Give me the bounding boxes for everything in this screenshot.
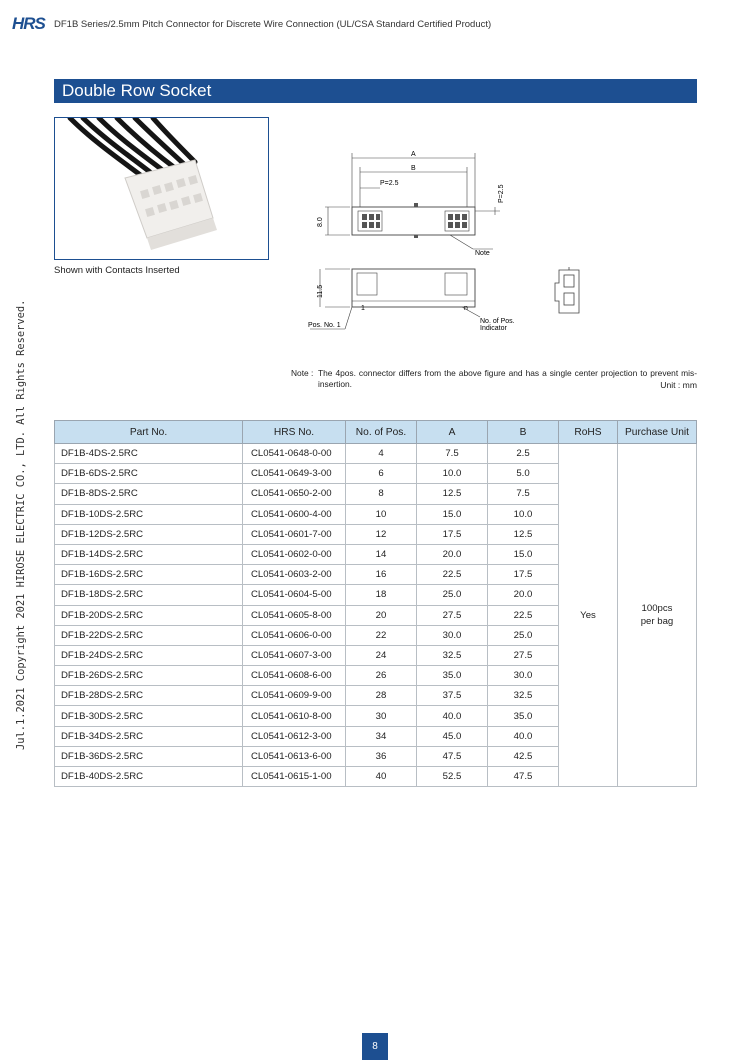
cell-a: 32.5 bbox=[417, 645, 488, 665]
page-number: 8 bbox=[362, 1033, 388, 1060]
cell-part-no: DF1B-18DS-2.5RC bbox=[55, 585, 243, 605]
cell-num-pos: 36 bbox=[346, 746, 417, 766]
cell-purchase-unit bbox=[618, 444, 697, 787]
cell-num-pos: 20 bbox=[346, 605, 417, 625]
cell-b: 20.0 bbox=[488, 585, 559, 605]
pitch-side-label: P=2.5 bbox=[498, 184, 505, 203]
cell-b: 7.5 bbox=[488, 484, 559, 504]
cell-part-no: DF1B-14DS-2.5RC bbox=[55, 544, 243, 564]
cell-b: 32.5 bbox=[488, 686, 559, 706]
copyright-sidebar bbox=[3, 299, 27, 750]
cell-a: 10.0 bbox=[417, 464, 488, 484]
cell-hrs-no: CL0541-0605-8-00 bbox=[243, 605, 346, 625]
pos-no-1-label: Pos. No. 1 bbox=[308, 322, 341, 329]
copyright-text: Jul.1.2021 Copyright 2021 HIROSE ELECTRIC CO., LTD. All Rights Reserved. bbox=[15, 299, 27, 750]
cell-a: 52.5 bbox=[417, 767, 488, 787]
cell-b: 47.5 bbox=[488, 767, 559, 787]
cell-num-pos: 4 bbox=[346, 444, 417, 464]
cell-a: 35.0 bbox=[417, 666, 488, 686]
cell-num-pos: 26 bbox=[346, 666, 417, 686]
cell-a: 27.5 bbox=[417, 605, 488, 625]
cell-b: 42.5 bbox=[488, 746, 559, 766]
col-num-pos: No. of Pos. bbox=[346, 421, 417, 444]
cell-num-pos: 14 bbox=[346, 544, 417, 564]
cell-hrs-no: CL0541-0650-2-00 bbox=[243, 484, 346, 504]
cell-b: 25.0 bbox=[488, 625, 559, 645]
cell-hrs-no: CL0541-0648-0-00 bbox=[243, 444, 346, 464]
cell-b: 30.0 bbox=[488, 666, 559, 686]
cell-a: 17.5 bbox=[417, 524, 488, 544]
unit-label: Unit : mm bbox=[660, 380, 697, 390]
cell-a: 15.0 bbox=[417, 504, 488, 524]
indicator-line1: No. of Pos. bbox=[480, 318, 515, 325]
cell-num-pos: 6 bbox=[346, 464, 417, 484]
cell-b: 2.5 bbox=[488, 444, 559, 464]
cell-b: 10.0 bbox=[488, 504, 559, 524]
cell-part-no: DF1B-16DS-2.5RC bbox=[55, 565, 243, 585]
purchase-unit-line2: per bag bbox=[640, 616, 674, 628]
cell-hrs-no: CL0541-0607-3-00 bbox=[243, 645, 346, 665]
cell-hrs-no: CL0541-0610-8-00 bbox=[243, 706, 346, 726]
cell-part-no: DF1B-4DS-2.5RC bbox=[55, 444, 243, 464]
cell-hrs-no: CL0541-0604-5-00 bbox=[243, 585, 346, 605]
connector-photo-illustration bbox=[55, 118, 268, 259]
col-rohs: RoHS bbox=[559, 421, 618, 444]
cell-num-pos: 30 bbox=[346, 706, 417, 726]
cell-num-pos: 16 bbox=[346, 565, 417, 585]
cell-hrs-no: CL0541-0609-9-00 bbox=[243, 686, 346, 706]
cell-part-no: DF1B-6DS-2.5RC bbox=[55, 464, 243, 484]
cell-b: 22.5 bbox=[488, 605, 559, 625]
side-view-drawing bbox=[545, 265, 590, 320]
cell-a: 25.0 bbox=[417, 585, 488, 605]
height-top-label: 8.0 bbox=[317, 217, 324, 227]
cell-num-pos: 12 bbox=[346, 524, 417, 544]
cell-hrs-no: CL0541-0615-1-00 bbox=[243, 767, 346, 787]
dim-a-label: A bbox=[411, 151, 416, 158]
dim-b-label: B bbox=[411, 165, 416, 172]
technical-drawing bbox=[290, 145, 540, 340]
cell-num-pos: 18 bbox=[346, 585, 417, 605]
cell-hrs-no: CL0541-0603-2-00 bbox=[243, 565, 346, 585]
col-a: A bbox=[417, 421, 488, 444]
cell-b: 5.0 bbox=[488, 464, 559, 484]
cell-a: 20.0 bbox=[417, 544, 488, 564]
product-photo bbox=[54, 117, 269, 260]
cell-rohs: Yes bbox=[559, 444, 618, 787]
cell-part-no: DF1B-40DS-2.5RC bbox=[55, 767, 243, 787]
cell-part-no: DF1B-20DS-2.5RC bbox=[55, 605, 243, 625]
col-part-no: Part No. bbox=[55, 421, 243, 444]
cell-b: 15.0 bbox=[488, 544, 559, 564]
col-purchase-unit: Purchase Unit bbox=[618, 421, 697, 444]
cell-hrs-no: CL0541-0649-3-00 bbox=[243, 464, 346, 484]
cell-hrs-no: CL0541-0608-6-00 bbox=[243, 666, 346, 686]
photo-caption: Shown with Contacts Inserted bbox=[54, 265, 180, 276]
cell-b: 17.5 bbox=[488, 565, 559, 585]
table-body bbox=[55, 444, 697, 787]
cell-b: 12.5 bbox=[488, 524, 559, 544]
col-hrs-no: HRS No. bbox=[243, 421, 346, 444]
cell-part-no: DF1B-8DS-2.5RC bbox=[55, 484, 243, 504]
cell-part-no: DF1B-34DS-2.5RC bbox=[55, 726, 243, 746]
cell-hrs-no: CL0541-0606-0-00 bbox=[243, 625, 346, 645]
document-title: DF1B Series/2.5mm Pitch Connector for Discrete Wire Connection (UL/CSA Standard Certified Product) bbox=[54, 19, 492, 30]
indicator-line2: Indicator bbox=[480, 325, 507, 332]
cell-num-pos: 24 bbox=[346, 645, 417, 665]
cell-a: 37.5 bbox=[417, 686, 488, 706]
pin-1-label: 1 bbox=[361, 305, 365, 312]
cell-a: 30.0 bbox=[417, 625, 488, 645]
section-header bbox=[54, 79, 697, 103]
cell-num-pos: 40 bbox=[346, 767, 417, 787]
section-title: Double Row Socket bbox=[62, 81, 212, 100]
table-row bbox=[55, 444, 697, 464]
cell-a: 40.0 bbox=[417, 706, 488, 726]
cell-part-no: DF1B-28DS-2.5RC bbox=[55, 686, 243, 706]
cell-hrs-no: CL0541-0601-7-00 bbox=[243, 524, 346, 544]
cell-num-pos: 22 bbox=[346, 625, 417, 645]
cell-a: 47.5 bbox=[417, 746, 488, 766]
note-text: The 4pos. connector differs from the above figure and has a single center projection to prevent mis-insertion. bbox=[318, 368, 697, 389]
note-label: Note bbox=[475, 250, 490, 257]
product-table bbox=[54, 420, 697, 787]
cell-a: 45.0 bbox=[417, 726, 488, 746]
purchase-unit-line1: 100pcs bbox=[641, 603, 673, 615]
cell-part-no: DF1B-36DS-2.5RC bbox=[55, 746, 243, 766]
cell-a: 12.5 bbox=[417, 484, 488, 504]
cell-b: 40.0 bbox=[488, 726, 559, 746]
cell-b: 35.0 bbox=[488, 706, 559, 726]
cell-part-no: DF1B-24DS-2.5RC bbox=[55, 645, 243, 665]
cell-hrs-no: CL0541-0602-0-00 bbox=[243, 544, 346, 564]
cell-a: 7.5 bbox=[417, 444, 488, 464]
cell-hrs-no: CL0541-0612-3-00 bbox=[243, 726, 346, 746]
note-prefix: Note : bbox=[291, 368, 314, 378]
cell-part-no: DF1B-26DS-2.5RC bbox=[55, 666, 243, 686]
cell-hrs-no: CL0541-0613-6-00 bbox=[243, 746, 346, 766]
cell-num-pos: 8 bbox=[346, 484, 417, 504]
cell-part-no: DF1B-30DS-2.5RC bbox=[55, 706, 243, 726]
cell-num-pos: 34 bbox=[346, 726, 417, 746]
pitch-top-label: P=2.5 bbox=[380, 180, 399, 187]
cell-num-pos: 28 bbox=[346, 686, 417, 706]
cell-a: 22.5 bbox=[417, 565, 488, 585]
table-header-row bbox=[55, 421, 697, 444]
col-b: B bbox=[488, 421, 559, 444]
cell-hrs-no: CL0541-0600-4-00 bbox=[243, 504, 346, 524]
cell-b: 27.5 bbox=[488, 645, 559, 665]
cell-part-no: DF1B-22DS-2.5RC bbox=[55, 625, 243, 645]
cell-num-pos: 10 bbox=[346, 504, 417, 524]
height-front-label: 11.5 bbox=[317, 284, 324, 298]
hrs-logo: HRS bbox=[12, 14, 45, 33]
cell-part-no: DF1B-10DS-2.5RC bbox=[55, 504, 243, 524]
pin-n-label: n bbox=[464, 305, 468, 312]
cell-part-no: DF1B-12DS-2.5RC bbox=[55, 524, 243, 544]
